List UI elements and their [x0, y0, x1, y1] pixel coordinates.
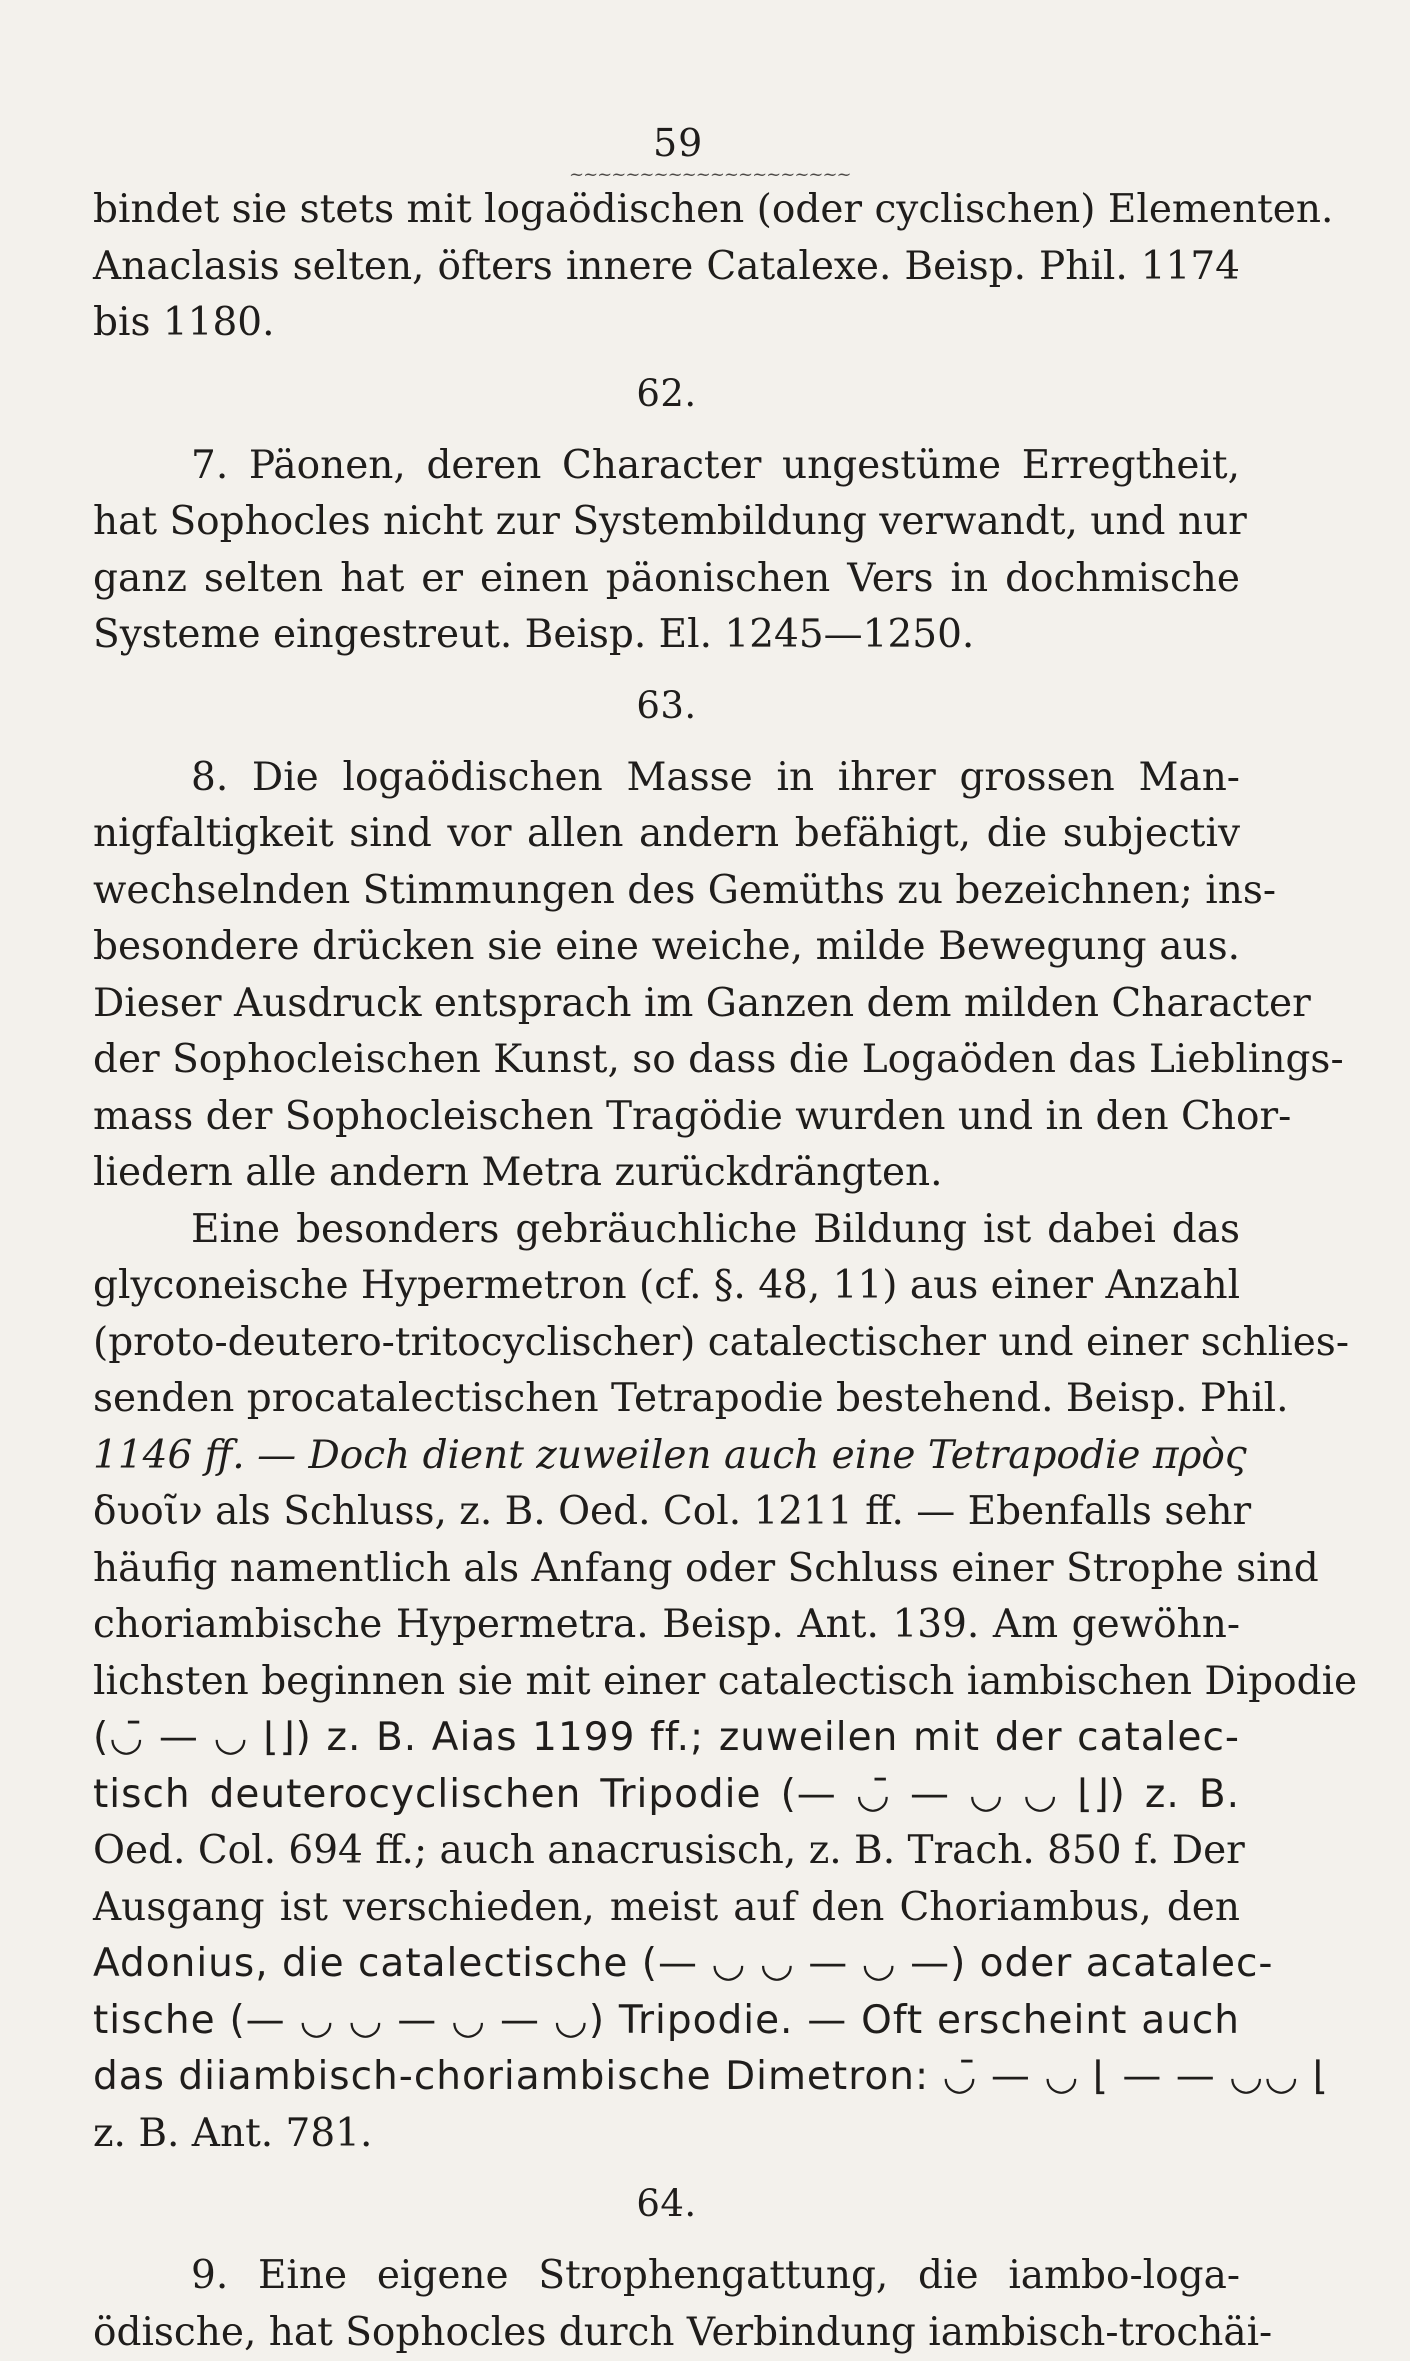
section-63 — [93, 750, 1240, 2163]
body-line: lichsten beginnen sie mit einer catalectisch iambischen Dipodie — [93, 1654, 1240, 1711]
body-line: 7. Päonen, deren Character ungestüme Erregtheit, — [93, 438, 1240, 495]
page-header — [93, 108, 1240, 182]
body-line: das diiambisch-choriambische Dimetron: ◡̄ — ◡ ⌊ — — ◡◡ ⌊ — [93, 2049, 1240, 2106]
body-line: (◡̄ — ◡ ⌊⌋) z. B. Aias 1199 ff.; zuweilen mit der catalec- — [93, 1710, 1240, 1767]
body-line: bis 1180. — [93, 295, 1240, 352]
body-line: hat Sophocles nicht zur Systembildung verwandt, und nur — [93, 494, 1240, 551]
section-heading-62: 62. — [93, 366, 1240, 421]
body-line: choriambische Hypermetra. Beisp. Ant. 139. Am gewöhn- — [93, 1597, 1240, 1654]
body-line: z. B. Ant. 781. — [93, 2106, 1240, 2163]
section-62 — [93, 438, 1240, 664]
section-heading-64: 64. — [93, 2176, 1240, 2231]
body-line: liedern alle andern Metra zurückdrängten. — [93, 1145, 1240, 1202]
body-line: tisch deuterocyclischen Tripodie (— ◡̄ — ◡ ◡ ⌊⌋) z. B. — [93, 1767, 1240, 1824]
body-line: häufig namentlich als Anfang oder Schluss einer Strophe sind — [93, 1541, 1240, 1598]
body-line: 1146 ff. — Doch dient zuweilen auch eine Tetrapodie πρὸς — [93, 1428, 1240, 1485]
page-number: 59 — [653, 124, 703, 162]
body-line: (proto-deutero-tritocyclischer) catalectischer und einer schlies- — [93, 1315, 1240, 1372]
body-line: wechselnden Stimmungen des Gemüths zu bezeichnen; ins- — [93, 863, 1240, 920]
header-ornament: ~~~~~~~~~~~~~~~~~~~~ — [569, 166, 851, 184]
body-line: nigfaltigkeit sind vor allen andern befähigt, die subjectiv — [93, 806, 1240, 863]
body-line: δυοῖν als Schluss, z. B. Oed. Col. 1211 ff. — Ebenfalls sehr — [93, 1484, 1240, 1541]
body-line: glyconeische Hypermetron (cf. §. 48, 11) aus einer Anzahl — [93, 1258, 1240, 1315]
body-line: Ausgang ist verschieden, meist auf den Choriambus, den — [93, 1880, 1240, 1937]
section-61-continuation — [93, 182, 1240, 352]
section-64 — [93, 2248, 1240, 2361]
body-line: 9. Eine eigene Strophengattung, die iambo-loga- — [93, 2248, 1240, 2305]
body-line: bindet sie stets mit logaödischen (oder cyclischen) Elementen. — [93, 182, 1240, 239]
body-line: Adonius, die catalectische (— ◡ ◡ — ◡ —) oder acatalec- — [93, 1936, 1240, 1993]
body-line: Oed. Col. 694 ff.; auch anacrusisch, z. B. Trach. 850 f. Der — [93, 1823, 1240, 1880]
page-body-text — [93, 182, 1240, 2361]
body-line: Systeme eingestreut. Beisp. El. 1245—1250. — [93, 607, 1240, 664]
body-line: senden procatalectischen Tetrapodie bestehend. Beisp. Phil. — [93, 1371, 1240, 1428]
body-line: 8. Die logaödischen Masse in ihrer grossen Man- — [93, 750, 1240, 807]
body-line: mass der Sophocleischen Tragödie wurden und in den Chor- — [93, 1089, 1240, 1146]
section-heading-63: 63. — [93, 678, 1240, 733]
body-line: tische (— ◡ ◡ — ◡ — ◡) Tripodie. — Oft erscheint auch — [93, 1993, 1240, 2050]
body-line: Anaclasis selten, öfters innere Catalexe. Beisp. Phil. 1174 — [93, 239, 1240, 296]
body-line: ödische, hat Sophocles durch Verbindung iambisch-trochäi- — [93, 2305, 1240, 2361]
body-line: besondere drücken sie eine weiche, milde Bewegung aus. — [93, 919, 1240, 976]
body-line: Dieser Ausdruck entsprach im Ganzen dem milden Character — [93, 976, 1240, 1033]
body-line: der Sophocleischen Kunst, so dass die Logaöden das Lieblings- — [93, 1032, 1240, 1089]
body-line: Eine besonders gebräuchliche Bildung ist dabei das — [93, 1202, 1240, 1259]
body-line: ganz selten hat er einen päonischen Vers in dochmische — [93, 551, 1240, 608]
